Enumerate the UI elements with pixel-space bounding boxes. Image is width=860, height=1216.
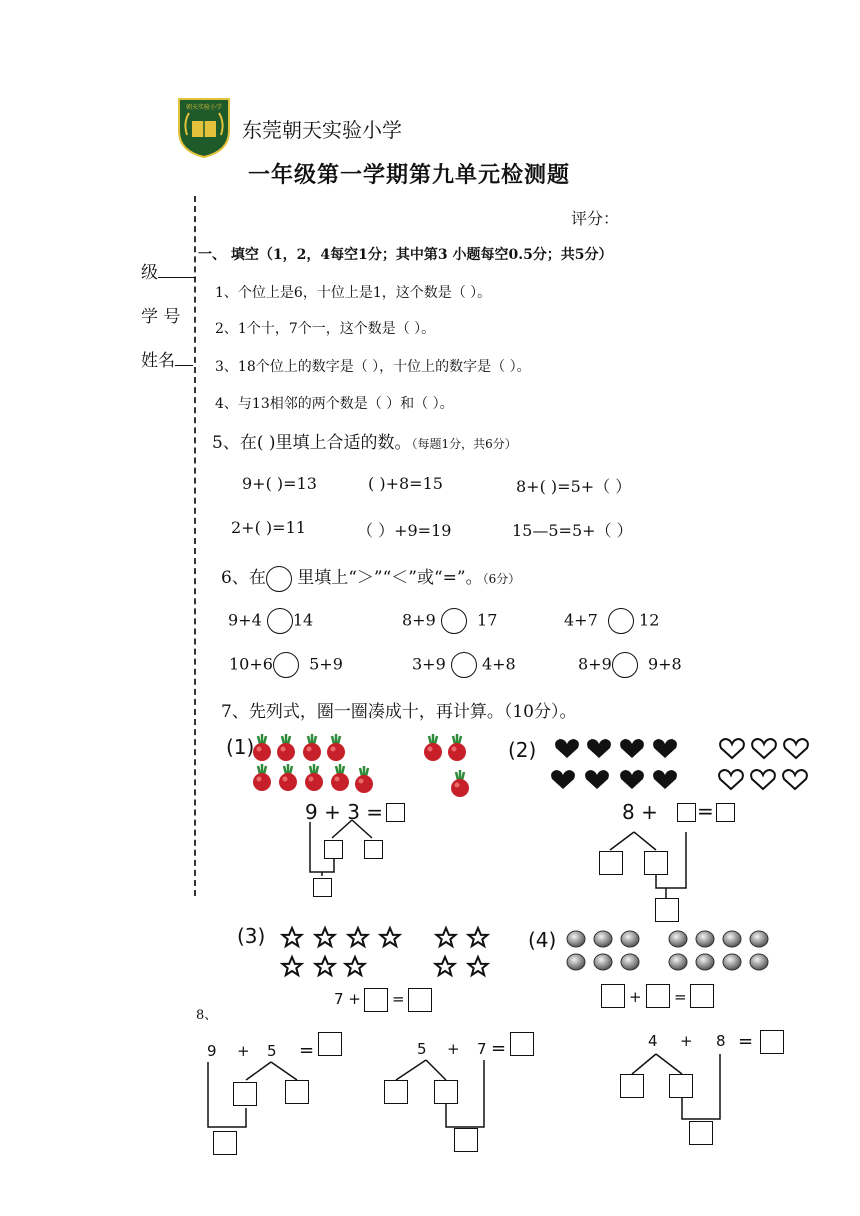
q8c-num2: 8 — [716, 1032, 726, 1050]
answer-box[interactable] — [324, 840, 343, 859]
q7-part2-equation: 8 + — [622, 800, 658, 824]
radish-icon — [448, 734, 466, 761]
star-icon — [436, 957, 455, 975]
heart-filled-icon — [653, 739, 677, 758]
school-name: 东莞朝天实验小学 — [242, 118, 402, 142]
q7-part3-equals: = — [392, 990, 405, 1008]
answer-box[interactable] — [689, 1121, 713, 1145]
question-3: 3、18个位上的数字是（ ），十位上的数字是（ ）。 — [215, 359, 531, 375]
ball-icon — [621, 931, 639, 947]
question-5-prompt: 5、在( )里填上合适的数。（每题1分，共6分） — [212, 433, 517, 453]
q8c-num1: 4 — [648, 1032, 658, 1050]
ball-icon — [750, 954, 768, 970]
ball-icon — [750, 931, 768, 947]
radish-icon — [355, 766, 373, 793]
question-6-prompt: 6、在 里填上“＞”“＜”或“=”。（6分） — [221, 563, 520, 592]
star-icon — [437, 928, 456, 946]
star-icon — [469, 928, 488, 946]
q8b-equals: = — [491, 1038, 507, 1059]
q5-eq-2-1: 2+( )=11 — [231, 518, 306, 537]
answer-box[interactable] — [313, 878, 332, 897]
answer-box[interactable] — [601, 984, 625, 1008]
radish-icon — [277, 734, 295, 761]
q6-item-1-1: 9+4 14 — [228, 608, 313, 634]
heart-filled-icon — [555, 739, 579, 758]
answer-box[interactable] — [384, 1080, 408, 1104]
heart-outline-icon — [752, 739, 776, 758]
heart-outline-icon — [783, 770, 807, 789]
q5-eq-2-3: 15—5=5+（ ） — [512, 521, 633, 540]
q5-eq-2-2: （ ）+9=19 — [357, 521, 452, 540]
ball-icon — [669, 954, 687, 970]
answer-box[interactable] — [655, 898, 679, 922]
section1-heading: 一、 填空（1，2，4每空1分；其中第3 小题每空0.5分；共5分） — [198, 247, 613, 263]
logo-text: 朝天实验小学 — [185, 104, 223, 111]
ball-icon — [669, 931, 687, 947]
radish-icon — [331, 764, 349, 791]
answer-box[interactable] — [318, 1032, 342, 1056]
star-icon — [283, 928, 302, 946]
ball-icon — [723, 954, 741, 970]
radish-icon — [303, 734, 321, 761]
star-icon — [346, 957, 365, 975]
answer-box[interactable] — [233, 1082, 257, 1106]
q8b-plus: + — [447, 1040, 460, 1058]
q8b-num1: 5 — [417, 1040, 427, 1058]
radish-icon — [305, 764, 323, 791]
star-icon — [283, 957, 302, 975]
q8b-num2: 7 — [477, 1040, 487, 1058]
star-icon — [349, 928, 368, 946]
q6-item-2-1: 10+6 5+9 — [229, 652, 343, 678]
heart-filled-icon — [585, 770, 609, 789]
q6-item-2-2: 3+9 4+8 — [412, 652, 516, 678]
q5-eq-1-1: 9+( )=13 — [242, 474, 317, 493]
name-label: 姓名 — [141, 346, 193, 371]
answer-box[interactable] — [364, 840, 383, 859]
ball-icon — [594, 931, 612, 947]
heart-filled-icon — [587, 739, 611, 758]
q8c-equals: = — [738, 1031, 754, 1052]
ball-icon — [567, 931, 585, 947]
score-label: 评分： — [571, 209, 620, 228]
q7-part4-equals: = — [674, 988, 687, 1006]
question-8-label: 8、 — [196, 1008, 218, 1023]
answer-box[interactable] — [677, 803, 696, 822]
q5-eq-1-2: ( )+8=15 — [368, 474, 443, 493]
q8a-num2: 5 — [267, 1042, 277, 1060]
number-label: 学 号 — [141, 307, 181, 327]
answer-box[interactable] — [599, 851, 623, 875]
answer-box[interactable] — [716, 803, 735, 822]
ball-icon — [723, 931, 741, 947]
q7-part3-equation-a: 7 + — [334, 990, 361, 1008]
answer-box[interactable] — [408, 988, 432, 1012]
ball-icon — [567, 954, 585, 970]
ball-icon — [696, 954, 714, 970]
star-icon — [469, 957, 488, 975]
ball-icon — [696, 931, 714, 947]
question-4: 4、与13相邻的两个数是（ ）和（ ）。 — [215, 396, 454, 412]
heart-filled-icon — [551, 770, 575, 789]
q6-item-1-3: 4+7 12 — [564, 608, 659, 634]
page-title: 一年级第一学期第九单元检测题 — [248, 162, 571, 188]
answer-box[interactable] — [454, 1128, 478, 1152]
radish-icon — [279, 764, 297, 791]
question-2: 2、1个十，7个一，这个数是（ ）。 — [215, 321, 436, 337]
q7-part2-equals: = — [697, 799, 714, 823]
q8c-plus: + — [680, 1032, 693, 1050]
answer-box[interactable] — [213, 1131, 237, 1155]
question-1: 1、个位上是6，十位上是1，这个数是（ ）。 — [215, 285, 492, 301]
class-label: 级 — [141, 258, 196, 283]
answer-box[interactable] — [669, 1074, 693, 1098]
heart-outline-icon — [751, 770, 775, 789]
answer-box[interactable] — [510, 1032, 534, 1056]
question-7-prompt: 7、先列式，圈一圈凑成十，再计算。（10分）。 — [221, 702, 577, 722]
q6-item-2-3: 8+9 9+8 — [578, 652, 682, 678]
star-icon — [381, 928, 400, 946]
answer-box[interactable] — [285, 1080, 309, 1104]
q7-part4-plus: + — [629, 988, 642, 1006]
q7-part1-equation: 9 + 3 = — [305, 800, 384, 824]
answer-box[interactable] — [760, 1030, 784, 1054]
answer-box[interactable] — [690, 984, 714, 1008]
answer-box[interactable] — [386, 803, 405, 822]
heart-filled-icon — [653, 770, 677, 789]
q7-part3-label: (3) — [237, 924, 266, 948]
q7-part4-label: (4) — [528, 928, 557, 952]
heart-outline-icon — [720, 739, 744, 758]
answer-box[interactable] — [364, 988, 388, 1012]
ball-icon — [594, 954, 612, 970]
radish-icon — [327, 734, 345, 761]
ball-icon — [621, 954, 639, 970]
answer-box[interactable] — [644, 851, 668, 875]
q8a-num1: 9 — [207, 1042, 217, 1060]
radish-icon — [424, 734, 442, 761]
star-icon — [316, 928, 335, 946]
q5-eq-1-3: 8+( )=5+（ ） — [516, 477, 632, 496]
answer-box[interactable] — [646, 984, 670, 1008]
q6-item-1-2: 8+9 17 — [402, 608, 497, 634]
radish-icon — [451, 770, 469, 797]
heart-filled-icon — [620, 739, 644, 758]
answer-box[interactable] — [620, 1074, 644, 1098]
radish-icon — [253, 734, 271, 761]
radish-icon — [253, 764, 271, 791]
q8a-plus: + — [237, 1042, 250, 1060]
q7-part2-label: (2) — [508, 738, 537, 762]
answer-box[interactable] — [434, 1080, 458, 1104]
star-icon — [316, 957, 335, 975]
heart-outline-icon — [719, 770, 743, 789]
q7-part1-label: (1) — [226, 735, 255, 759]
q8a-equals: = — [299, 1040, 315, 1061]
heart-outline-icon — [784, 739, 808, 758]
heart-filled-icon — [620, 770, 644, 789]
